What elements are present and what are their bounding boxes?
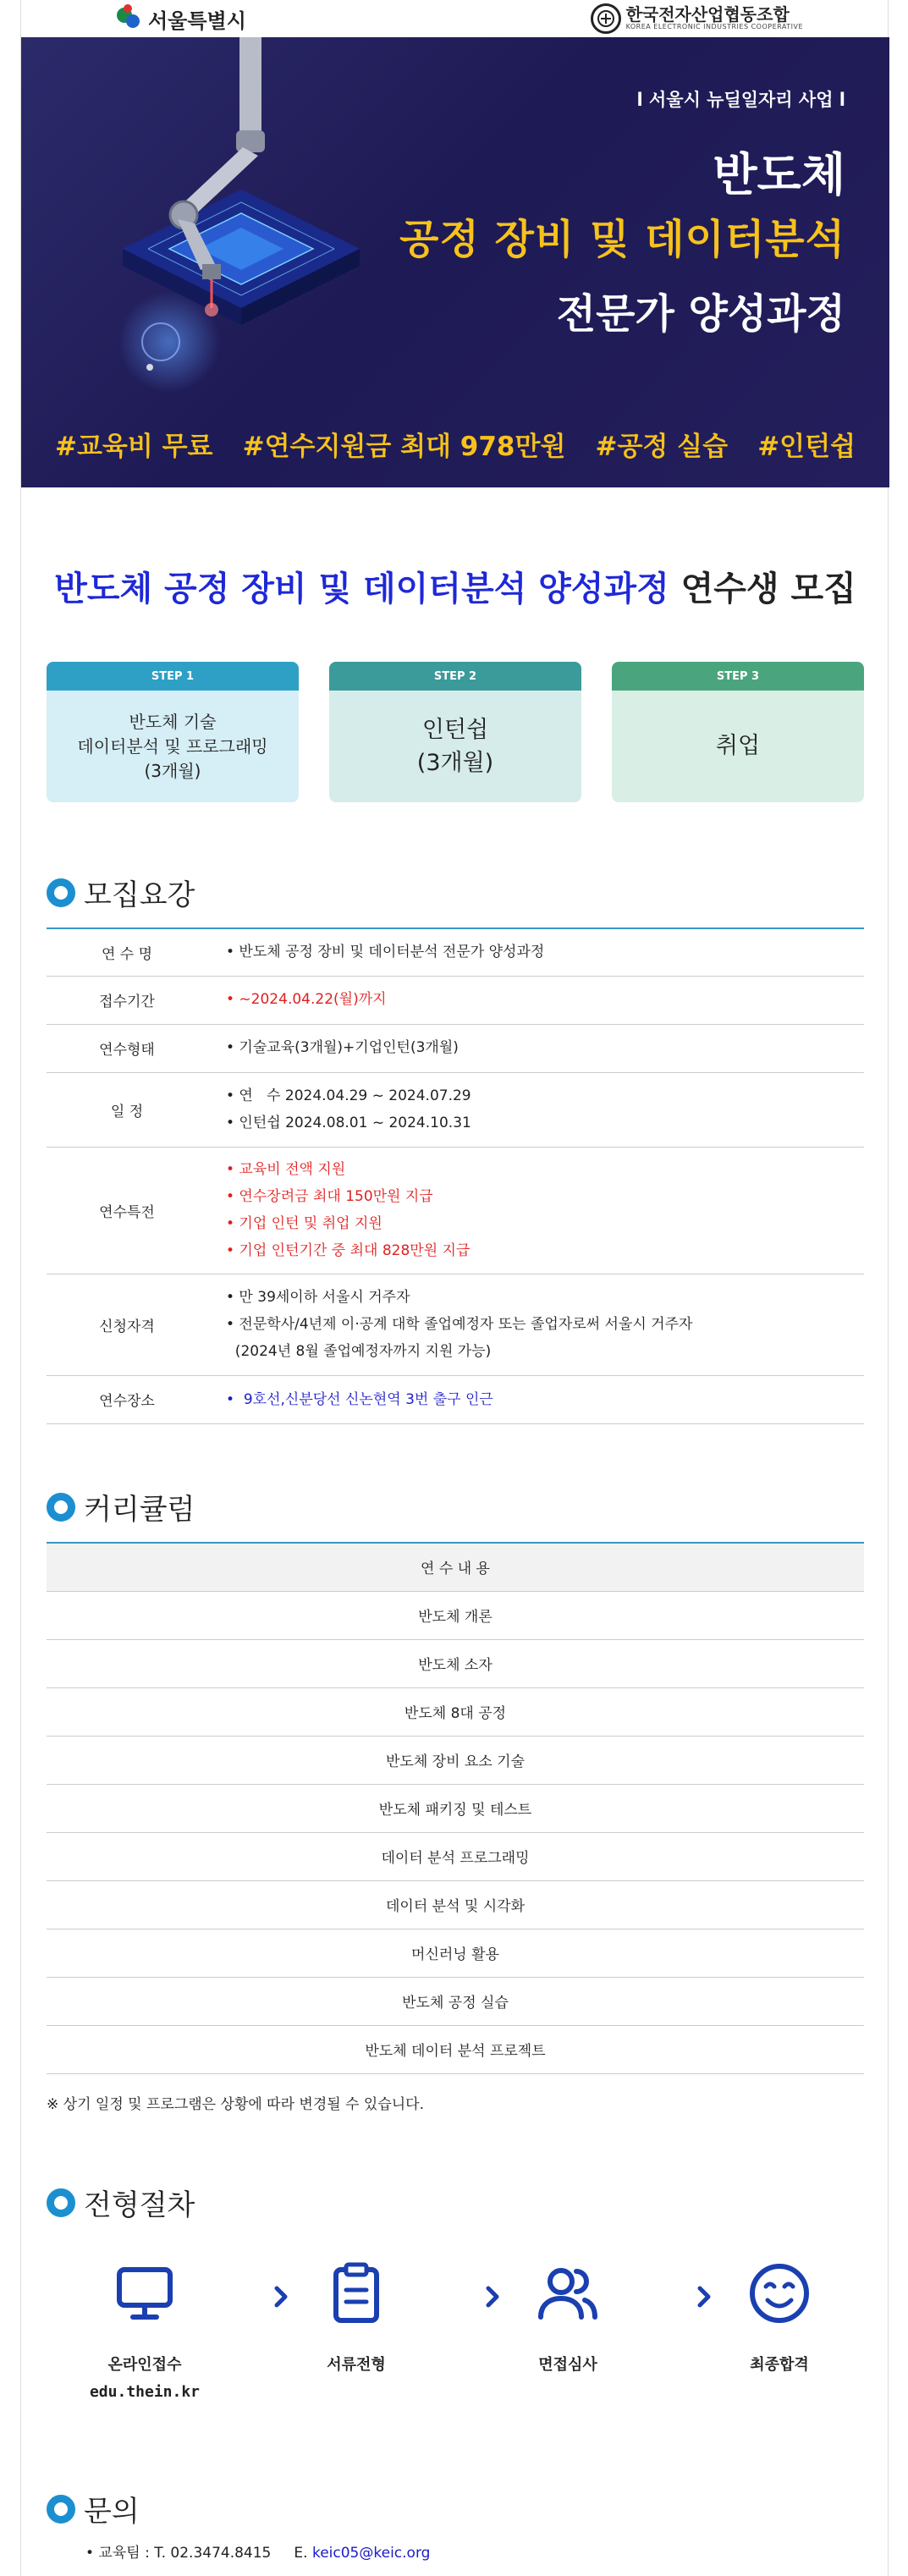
curriculum-heading [47,1486,195,1527]
curriculum-item: 머신러닝 활용 [47,1929,864,1977]
row-label: 연수형태 [47,1024,207,1072]
seoul-symbol-icon [114,4,143,33]
step-label: STEP 2 [329,662,581,691]
monitor-icon [111,2260,179,2327]
row-value: • 기술교육(3개월)+기업인턴(3개월) [226,1039,459,1057]
curriculum-item: 반도체 데이터 분석 프로젝트 [47,2025,864,2073]
row-value: • 기업 인턴 및 취업 지원 [226,1215,382,1233]
row-value: • 만 39세이하 서울시 거주자 [226,1288,410,1306]
hashtag: #교육비 무료 [55,432,213,462]
page [20,0,889,2576]
row-value: • 전문학사/4년제 이·공계 대학 졸업예정자 또는 졸업자로써 서울시 거주자 [226,1316,693,1334]
process-step [483,2260,652,2375]
seoul-logo[interactable] [114,4,246,34]
email-link[interactable]: keic05@keic.org [311,2545,431,2562]
curriculum-item: 반도체 패키징 및 테스트 [47,1784,864,1832]
table-row [47,1072,864,1147]
hashtag: #연수지원금 최대 978만원 [242,432,566,462]
column-header: 연 수 내 용 [47,1543,864,1591]
hero-title-line3: 전문가 양성과정 [556,290,845,338]
table-row [47,1784,864,1832]
recruitment-heading [47,872,195,913]
section-bullet-icon [47,1493,75,1522]
table-row [47,2025,864,2073]
process-step [60,2260,229,2401]
row-value: • ~2024.04.22(월)까지 [226,991,387,1009]
process-step-label: 면접심사 [538,2356,597,2374]
step-card [612,662,864,802]
hero-banner [21,37,889,487]
step-text: 반도체 기술 [129,711,217,732]
table-row [47,976,864,1024]
process-step-label: 서류전형 [327,2356,386,2374]
curriculum-item: 반도체 8대 공정 [47,1687,864,1736]
step-text: 인턴쉽 [421,716,489,743]
row-label: 연수특전 [47,1147,207,1274]
table-row [47,1274,864,1375]
table-row [47,1929,864,1977]
program-steps [47,662,864,802]
curriculum-item: 반도체 개론 [47,1591,864,1639]
section-bullet-icon [47,878,75,907]
hashtag: #인턴쉽 [757,432,856,462]
table-header-row [47,1543,864,1591]
contact-heading [47,2488,140,2529]
section-title: 전형절차 [84,2188,195,2222]
step-label: STEP 3 [612,662,864,691]
selection-process [47,2260,864,2403]
row-label: 일 정 [47,1072,207,1147]
contact-info [85,2540,430,2562]
recruit-title-program: 반도체 공정 장비 및 데이터분석 양성과정 [54,570,669,608]
step-text: 데이터분석 및 프로그래밍 [77,735,268,757]
hero-title-line1: 반도체 [713,148,845,201]
keic-logo[interactable] [591,3,803,34]
step-card [47,662,299,802]
curriculum-table [47,1542,864,2074]
header-logos [21,0,888,37]
recruit-title [21,562,889,610]
table-row [47,1880,864,1929]
table-row [47,1639,864,1687]
hero-subtitle: l 서울시 뉴딜일자리 사업 l [636,90,845,110]
curriculum-item: 데이터 분석 및 시각화 [47,1880,864,1929]
keic-logo-text: 한국전자산업협동조합 [625,4,790,25]
table-row [47,1024,864,1072]
robot-arm-chip-illustration [21,37,427,393]
row-value: • 9호선,신분당선 신논현역 3번 출구 인근 [226,1390,493,1408]
row-value: • 교육비 전액 지원 [226,1160,346,1178]
table-row [47,1591,864,1639]
process-step-label: 온라인접수 [107,2356,182,2374]
step-text: (3개월) [144,760,201,781]
process-heading [47,2182,195,2223]
curriculum-item: 반도체 장비 요소 기술 [47,1736,864,1784]
table-row [47,1832,864,1880]
email-label: E. [294,2545,308,2562]
table-row [47,1687,864,1736]
step-label: STEP 1 [47,662,299,691]
keic-logo-subtext: KOREA ELECTRONIC INDUSTRIES COOPERATIVE [625,23,803,31]
step-text: (3개월) [416,750,494,776]
step-card [329,662,581,802]
row-value: • 반도체 공정 장비 및 데이터분석 전문가 양성과정 [226,944,545,961]
table-row [47,1375,864,1423]
section-bullet-icon [47,2188,75,2217]
contact-phone: • 교육팀 : T. 02.3474.8415 [85,2545,272,2562]
section-bullet-icon [47,2495,75,2524]
hashtag: #공정 실습 [595,432,729,462]
process-step-label: 최종합격 [750,2356,809,2374]
row-value: • 기업 인턴기간 중 최대 828만원 지급 [226,1242,471,1260]
table-row [47,1977,864,2025]
table-row [47,928,864,976]
section-title: 문의 [84,2495,140,2529]
section-title: 모집요강 [84,878,195,912]
row-label: 연 수 명 [47,928,207,976]
process-step [695,2260,864,2375]
recruitment-table [47,927,864,1424]
section-title: 커리큘럼 [84,1493,195,1527]
users-icon [534,2260,602,2327]
hero-hashtags [55,425,856,463]
keic-emblem-icon [591,3,621,34]
process-step [272,2260,441,2375]
seoul-logo-text: 서울특별시 [148,8,246,33]
curriculum-item: 데이터 분석 프로그래밍 [47,1832,864,1880]
table-row [47,1736,864,1784]
row-label: 신청자격 [47,1274,207,1375]
row-value: • 인턴쉽 2024.08.01 ~ 2024.10.31 [226,1115,471,1131]
row-label: 접수기간 [47,976,207,1024]
row-value: • 연수장려금 최대 150만원 지급 [226,1187,433,1205]
hero-title-line2: 공정 장비 및 데이터분석 [399,216,845,263]
table-row [47,1147,864,1274]
smile-icon [746,2260,813,2327]
curriculum-item: 반도체 공정 실습 [47,1977,864,2025]
row-label: 연수장소 [47,1375,207,1423]
recruit-title-suffix: 연수생 모집 [669,570,856,608]
row-value: (2024년 8월 졸업예정자까지 지원 가능) [226,1343,492,1361]
row-value: • 연 수 2024.04.29 ~ 2024.07.29 [226,1087,471,1104]
application-url-link[interactable]: edu.thein.kr [89,2383,201,2401]
step-text: 취업 [715,733,761,760]
clipboard-icon [322,2260,390,2327]
curriculum-item: 반도체 소자 [47,1639,864,1687]
schedule-note: ※ 상기 일정 및 프로그램은 상황에 따라 변경될 수 있습니다. [47,2096,424,2113]
